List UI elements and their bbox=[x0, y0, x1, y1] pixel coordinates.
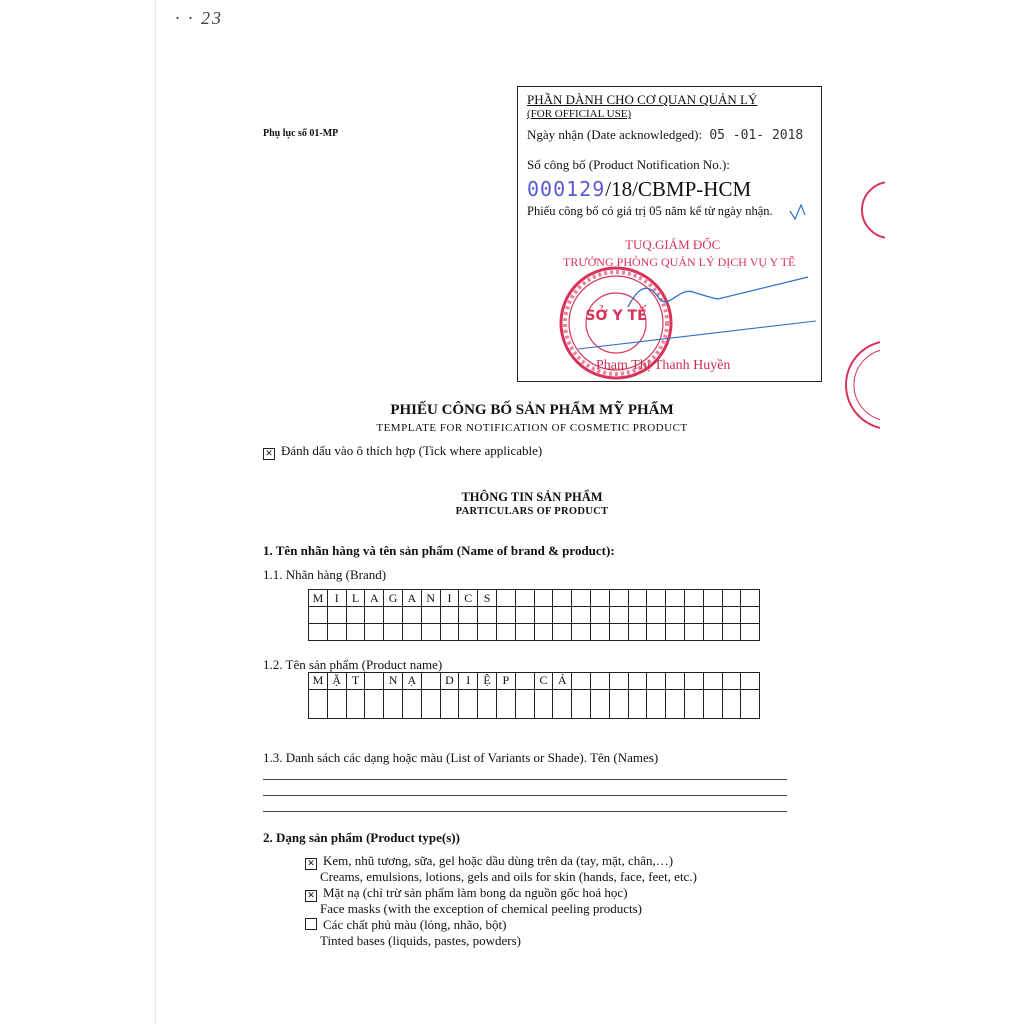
letter-cell bbox=[741, 624, 760, 641]
question-2: 2. Dạng sản phẩm (Product type(s)) bbox=[263, 830, 460, 845]
signature-icon bbox=[518, 87, 823, 383]
letter-cell bbox=[496, 607, 515, 624]
letter-cell bbox=[703, 607, 722, 624]
letter-cell bbox=[684, 607, 703, 624]
letter-cell: S bbox=[478, 590, 497, 607]
letter-cell bbox=[628, 689, 647, 718]
letter-cell: Ạ bbox=[402, 673, 421, 690]
letter-cell bbox=[421, 689, 440, 718]
letter-cell bbox=[421, 607, 440, 624]
letter-cell bbox=[421, 673, 440, 690]
form-title-en: TEMPLATE FOR NOTIFICATION OF COSMETIC PRODUCT bbox=[376, 422, 688, 434]
partial-seal-icon-2 bbox=[840, 335, 880, 435]
letter-cell bbox=[647, 590, 666, 607]
letter-cell bbox=[346, 607, 365, 624]
letter-cell bbox=[590, 673, 609, 690]
official-use-box bbox=[517, 86, 822, 382]
letter-cell bbox=[666, 673, 685, 690]
letter-cell bbox=[346, 689, 365, 718]
letter-cell bbox=[572, 673, 591, 690]
letter-cell bbox=[722, 673, 741, 690]
letter-cell bbox=[402, 689, 421, 718]
form-title: PHIẾU CÔNG BỐ SẢN PHẨM MỸ PHẨM bbox=[390, 402, 674, 418]
letter-cell bbox=[684, 624, 703, 641]
letter-cell bbox=[309, 624, 328, 641]
letter-cell bbox=[609, 673, 628, 690]
letter-cell bbox=[647, 673, 666, 690]
signer-title-1: TUQ.GIÁM ĐỐC bbox=[625, 237, 721, 252]
letter-cell: T bbox=[346, 673, 365, 690]
letter-cell bbox=[666, 624, 685, 641]
letter-cell: I bbox=[440, 590, 459, 607]
letter-cell bbox=[628, 590, 647, 607]
letter-cell bbox=[496, 624, 515, 641]
letter-cell bbox=[647, 624, 666, 641]
letter-cell bbox=[666, 590, 685, 607]
letter-cell bbox=[440, 624, 459, 641]
letter-cell bbox=[628, 673, 647, 690]
letter-cell bbox=[534, 607, 553, 624]
notification-stamp: 000129 bbox=[527, 177, 606, 201]
page-mark: · · 23 bbox=[175, 8, 223, 28]
letter-cell bbox=[515, 590, 534, 607]
letter-cell bbox=[572, 689, 591, 718]
letter-cell bbox=[666, 689, 685, 718]
variants-label: 1.3. Danh sách các dạng hoặc màu (List of Variants or Shade). Tên (Names) bbox=[263, 750, 659, 765]
notification-suffix: /18/CBMP-HCM bbox=[605, 177, 752, 201]
blank-line bbox=[263, 811, 787, 812]
letter-cell bbox=[609, 607, 628, 624]
letter-cell bbox=[572, 607, 591, 624]
letter-cell bbox=[572, 590, 591, 607]
letter-cell bbox=[440, 689, 459, 718]
letter-cell: A bbox=[402, 590, 421, 607]
date-value: 05 -01- 2018 bbox=[709, 128, 804, 143]
letter-cell bbox=[459, 624, 478, 641]
letter-cell bbox=[609, 624, 628, 641]
type-option-1 bbox=[305, 853, 673, 870]
letter-cell bbox=[384, 624, 403, 641]
letter-cell bbox=[309, 689, 328, 718]
letter-cell bbox=[722, 607, 741, 624]
letter-cell bbox=[647, 607, 666, 624]
checkbox-icon: ✕ bbox=[263, 448, 275, 460]
letter-cell bbox=[741, 590, 760, 607]
letter-cell: G bbox=[384, 590, 403, 607]
letter-cell bbox=[384, 607, 403, 624]
letter-cell bbox=[590, 624, 609, 641]
letter-cell bbox=[384, 689, 403, 718]
product-grid bbox=[308, 672, 760, 719]
letter-cell bbox=[647, 689, 666, 718]
type-1-en: Creams, emulsions, lotions, gels and oils for skin (hands, face, feet, etc.) bbox=[320, 869, 697, 884]
letter-cell: M bbox=[309, 590, 328, 607]
letter-cell bbox=[684, 590, 703, 607]
product-row-2 bbox=[309, 689, 760, 718]
letter-cell: D bbox=[440, 673, 459, 690]
letter-cell bbox=[609, 590, 628, 607]
letter-cell bbox=[684, 689, 703, 718]
brand-row-3 bbox=[309, 624, 760, 641]
letter-cell: I bbox=[459, 673, 478, 690]
brand-row-2 bbox=[309, 607, 760, 624]
letter-cell bbox=[703, 689, 722, 718]
section-title-en: PARTICULARS OF PRODUCT bbox=[455, 506, 609, 517]
product-row bbox=[309, 673, 760, 690]
checkbox-checked-icon[interactable]: ✕ bbox=[305, 858, 317, 870]
letter-cell bbox=[741, 673, 760, 690]
appendix-label: Phụ lục số 01-MP bbox=[263, 128, 339, 139]
partial-seal-icon bbox=[845, 180, 885, 240]
letter-cell: N bbox=[421, 590, 440, 607]
letter-cell bbox=[459, 689, 478, 718]
letter-cell bbox=[327, 607, 346, 624]
letter-cell bbox=[628, 624, 647, 641]
product-label: 1.2. Tên sản phẩm (Product name) bbox=[263, 657, 443, 672]
letter-cell: C bbox=[459, 590, 478, 607]
letter-cell bbox=[478, 624, 497, 641]
seal-text: SỞ Y TẾ bbox=[585, 308, 647, 324]
letter-cell bbox=[365, 624, 384, 641]
letter-cell bbox=[440, 607, 459, 624]
letter-cell bbox=[365, 673, 384, 690]
signer-name: Phạm Thị Thanh Huyền bbox=[596, 358, 731, 373]
letter-cell bbox=[365, 607, 384, 624]
letter-cell bbox=[590, 689, 609, 718]
type-3-en: Tinted bases (liquids, pastes, powders) bbox=[320, 933, 522, 948]
letter-cell: N bbox=[384, 673, 403, 690]
letter-cell bbox=[666, 607, 685, 624]
blank-line bbox=[263, 779, 787, 780]
letter-cell bbox=[478, 689, 497, 718]
type-option-3 bbox=[305, 917, 506, 933]
letter-cell bbox=[722, 624, 741, 641]
letter-cell bbox=[684, 673, 703, 690]
letter-cell bbox=[496, 590, 515, 607]
letter-cell bbox=[478, 607, 497, 624]
letter-cell bbox=[534, 689, 553, 718]
letter-cell bbox=[515, 607, 534, 624]
letter-cell bbox=[609, 689, 628, 718]
letter-cell: Ệ bbox=[478, 673, 497, 690]
brand-label: 1.1. Nhãn hàng (Brand) bbox=[263, 567, 387, 582]
brand-row bbox=[309, 590, 760, 607]
letter-cell bbox=[327, 689, 346, 718]
signer-title-2: TRƯỞNG PHÒNG QUẢN LÝ DỊCH VỤ Y TẾ bbox=[563, 255, 796, 269]
date-label: Ngày nhận (Date acknowledged): bbox=[527, 127, 703, 142]
letter-cell bbox=[534, 624, 553, 641]
letter-cell bbox=[590, 590, 609, 607]
letter-cell: A bbox=[365, 590, 384, 607]
letter-cell bbox=[553, 689, 572, 718]
letter-cell bbox=[327, 624, 346, 641]
letter-cell: P bbox=[496, 673, 515, 690]
letter-cell bbox=[421, 624, 440, 641]
letter-cell bbox=[515, 689, 534, 718]
letter-cell: I bbox=[327, 590, 346, 607]
type-3-vi: Các chất phủ màu (lỏng, nhão, bột) bbox=[323, 917, 507, 932]
letter-cell bbox=[346, 624, 365, 641]
tick-note bbox=[263, 443, 542, 460]
letter-cell bbox=[402, 607, 421, 624]
letter-cell: Ặ bbox=[327, 673, 346, 690]
letter-cell bbox=[553, 607, 572, 624]
letter-cell: M bbox=[309, 673, 328, 690]
type-2-en: Face masks (with the exception of chemical peeling products) bbox=[320, 901, 643, 916]
validity-note: Phiếu công bố có giá trị 05 năm kể từ ngày nhận. bbox=[527, 204, 773, 218]
letter-cell bbox=[515, 624, 534, 641]
brand-grid bbox=[308, 589, 760, 641]
letter-cell bbox=[515, 673, 534, 690]
section-title: THÔNG TIN SẢN PHẨM bbox=[461, 490, 603, 504]
letter-cell bbox=[703, 673, 722, 690]
letter-cell bbox=[459, 607, 478, 624]
question-1: 1. Tên nhãn hàng và tên sản phẩm (Name of brand & product): bbox=[263, 543, 615, 558]
type-2-vi: Mặt nạ (chỉ trừ sản phẩm làm bong da nguồn gốc hoá học) bbox=[323, 885, 628, 900]
notification-label: Số công bố (Product Notification No.): bbox=[527, 157, 730, 172]
type-option-2 bbox=[305, 885, 628, 902]
official-subtitle: (FOR OFFICIAL USE) bbox=[527, 108, 632, 120]
letter-cell bbox=[534, 590, 553, 607]
official-title: PHẦN DÀNH CHO CƠ QUAN QUẢN LÝ bbox=[527, 92, 758, 107]
type-1-vi: Kem, nhũ tương, sữa, gel hoặc dầu dùng trên da (tay, mặt, chân,…) bbox=[323, 853, 674, 868]
letter-cell: C bbox=[534, 673, 553, 690]
checkbox-checked-icon[interactable]: ✕ bbox=[305, 890, 317, 902]
checkbox-empty-icon[interactable] bbox=[305, 918, 317, 930]
letter-cell bbox=[703, 590, 722, 607]
letter-cell bbox=[590, 607, 609, 624]
letter-cell: L bbox=[346, 590, 365, 607]
letter-cell bbox=[553, 624, 572, 641]
letter-cell bbox=[553, 590, 572, 607]
letter-cell: Á bbox=[553, 673, 572, 690]
letter-cell bbox=[741, 607, 760, 624]
letter-cell bbox=[402, 624, 421, 641]
blank-line bbox=[263, 795, 787, 796]
letter-cell bbox=[572, 624, 591, 641]
letter-cell bbox=[703, 624, 722, 641]
letter-cell bbox=[365, 689, 384, 718]
letter-cell bbox=[722, 590, 741, 607]
letter-cell bbox=[309, 607, 328, 624]
letter-cell bbox=[496, 689, 515, 718]
letter-cell bbox=[722, 689, 741, 718]
tick-note-text: Đánh dấu vào ô thích hợp (Tick where applicable) bbox=[281, 443, 543, 458]
letter-cell bbox=[628, 607, 647, 624]
letter-cell bbox=[741, 689, 760, 718]
